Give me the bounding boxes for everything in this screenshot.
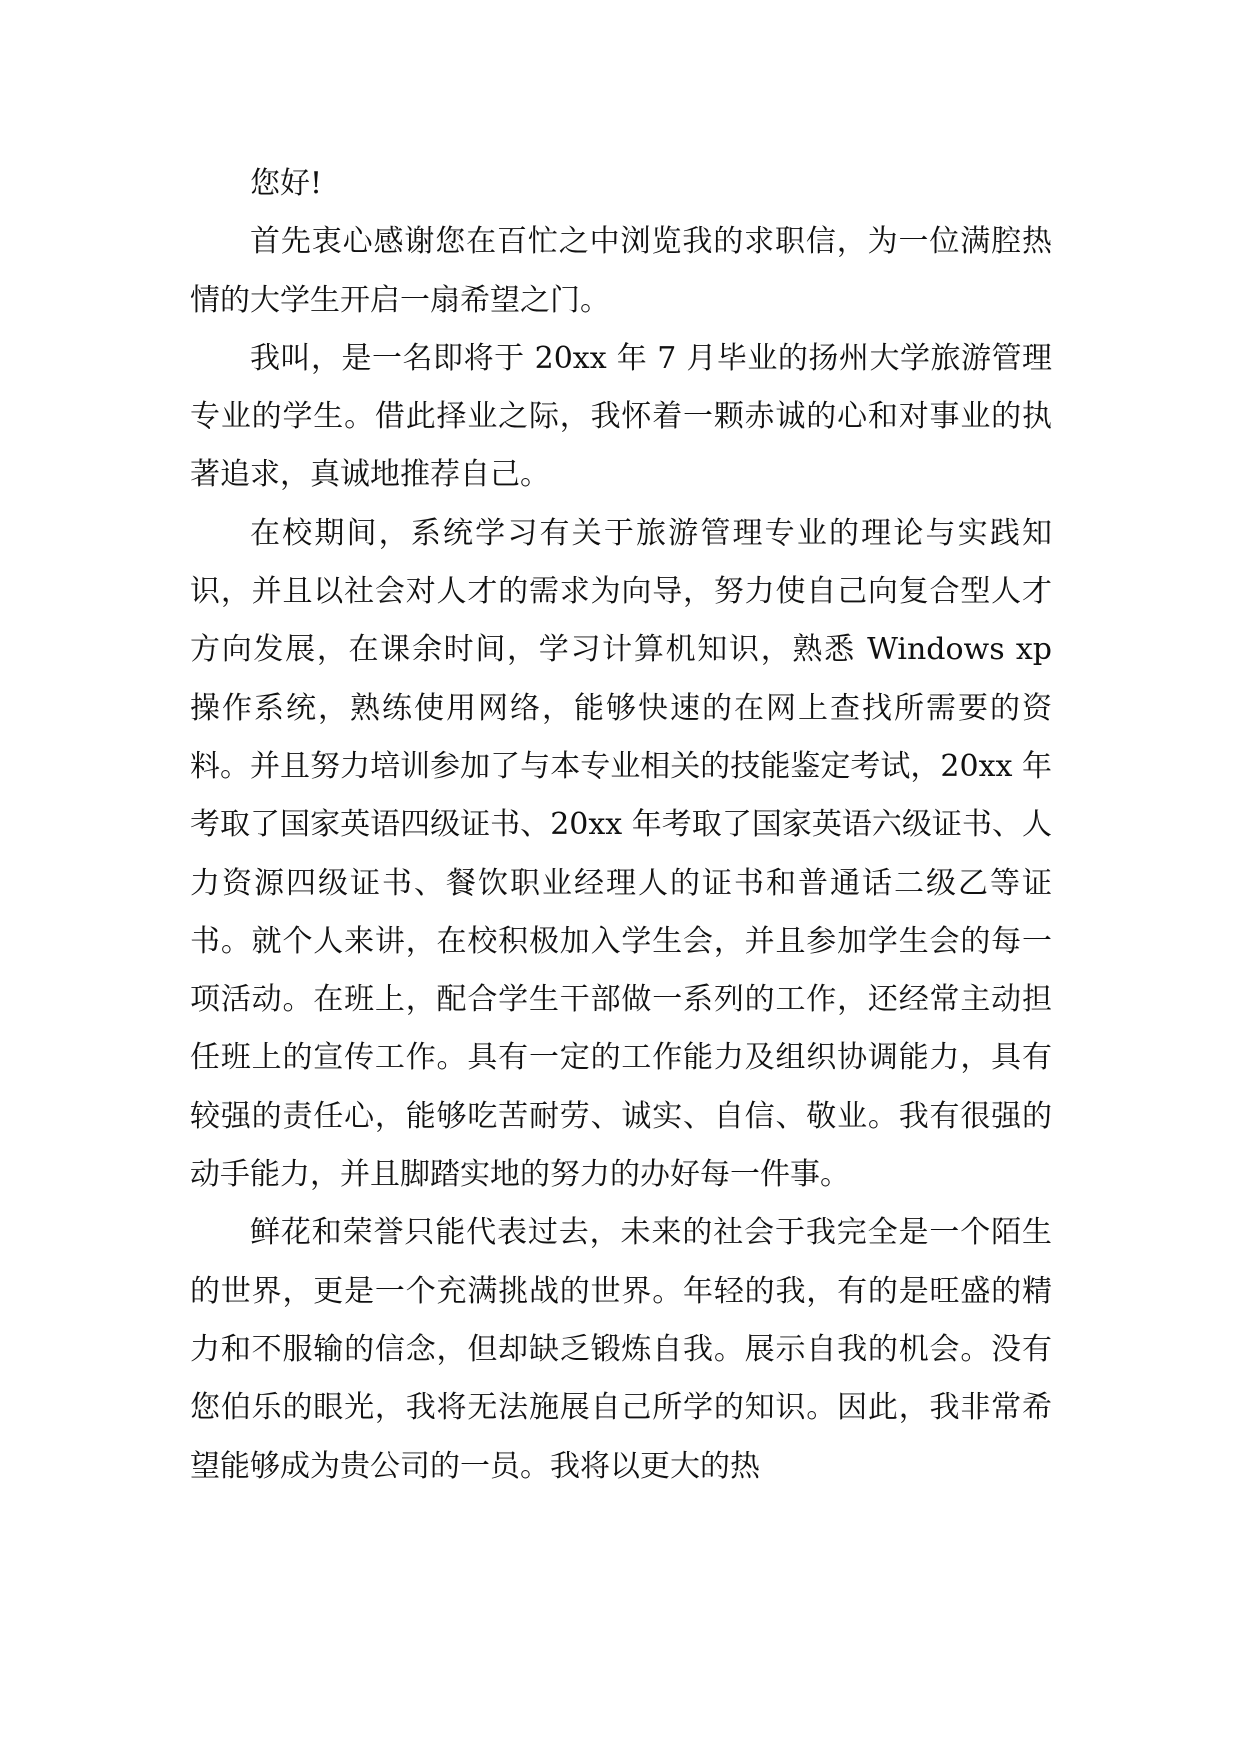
paragraph-thanks: 首先衷心感谢您在百忙之中浏览我的求职信，为一位满腔热情的大学生开启一扇希望之门。 — [190, 224, 1052, 318]
paragraph-school-experience: 在校期间，系统学习有关于旅游管理专业的理论与实践知识，并且以社会对人才的需求为向导，努力使自己向复合型人才方向发展，在课余时间，学习计算机知识，熟悉 Windows xp 操作系统，熟练使用网络，能够快速的在网上查找所需要的资料。并且努力培训参加了与本专业相关的技能鉴定考试，20xx 年考取了国家英语四级证书、20xx 年考取了国家英语六级证书、人力资源四级证书、餐饮职业经理人的证书和普通话二级乙等证书。就个人来讲，在校积极加入学生会，并且参加学生会的每一项活动。在班上，配合学生干部做一系列的工作，还经常主动担任班上的宣传工作。具有一定的工作能力及组织协调能力，具有较强的责任心，能够吃苦耐劳、诚实、自信、敬业。我有很强的动手能力，并且脚踏实地的努力的办好每一件事。 — [190, 515, 1052, 1193]
paragraph-aspiration: 鲜花和荣誉只能代表过去，未来的社会于我完全是一个陌生的世界，更是一个充满挑战的世界。年轻的我，有的是旺盛的精力和不服输的信念，但却缺乏锻炼自我。展示自我的机会。没有您伯乐的眼光，我将无法施展自己所学的知识。因此，我非常希望能够成为贵公司的一员。我将以更大的热 — [190, 1215, 1052, 1484]
paragraph-introduction: 我叫，是一名即将于 20xx 年 7 月毕业的扬州大学旅游管理专业的学生。借此择业之际，我怀着一颗赤诚的心和对事业的执著追求，真诚地推荐自己。 — [190, 340, 1052, 493]
greeting: 您好! — [250, 166, 323, 201]
letter-body — [190, 155, 1052, 1496]
